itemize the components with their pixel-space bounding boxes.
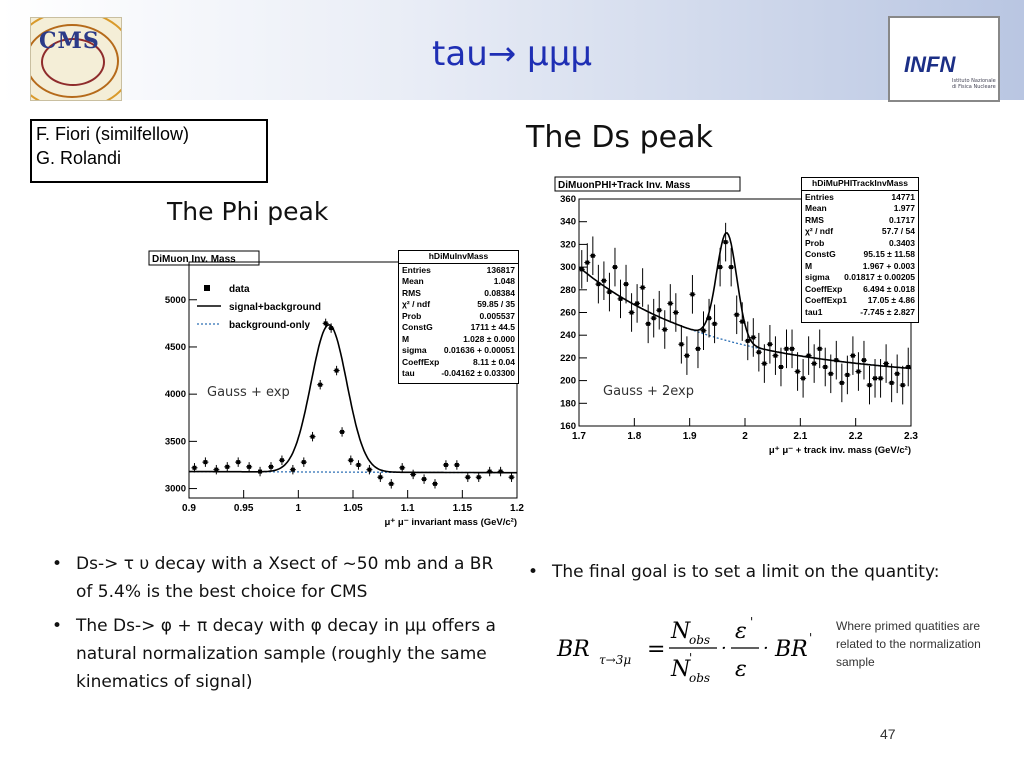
stats-key: Mean bbox=[805, 203, 827, 213]
data-point bbox=[192, 466, 196, 470]
y-tick-label: 300 bbox=[560, 262, 576, 274]
stats-key: RMS bbox=[805, 214, 824, 225]
formula-prime: ' bbox=[750, 615, 754, 629]
formula-prime: ' bbox=[689, 651, 693, 665]
formula-n-obs-sub: obs bbox=[689, 633, 711, 647]
data-point bbox=[679, 342, 683, 346]
data-point bbox=[641, 286, 645, 290]
data-point bbox=[834, 358, 838, 362]
data-point bbox=[203, 460, 207, 464]
legend-data-marker bbox=[204, 285, 210, 291]
stats-value: 8.11 ± 0.04 bbox=[472, 356, 515, 367]
data-point bbox=[735, 313, 739, 317]
stats-value: 57.7 / 54 bbox=[881, 226, 915, 236]
data-point bbox=[356, 463, 360, 467]
ds-peak-caption: The Ds peak bbox=[526, 120, 713, 155]
data-point bbox=[890, 381, 894, 385]
formula-eps: ε bbox=[735, 657, 747, 682]
legend-label: signal+background bbox=[229, 302, 321, 313]
data-point bbox=[444, 463, 448, 467]
data-point bbox=[596, 282, 600, 286]
data-point bbox=[585, 261, 589, 265]
formula-br-sub: τ→3μ bbox=[599, 653, 632, 667]
data-point bbox=[879, 376, 883, 380]
formula-n-obs-norm-sub: obs bbox=[689, 671, 711, 685]
stats-row bbox=[805, 203, 915, 215]
data-point bbox=[318, 383, 322, 387]
stats-row bbox=[805, 295, 915, 307]
y-tick-label: 260 bbox=[560, 307, 576, 319]
data-point bbox=[591, 254, 595, 258]
stats-key: Entries bbox=[805, 191, 834, 202]
stats-key: Prob bbox=[402, 310, 422, 321]
data-point bbox=[607, 290, 611, 294]
stats-value: 95.15 ± 11.58 bbox=[863, 249, 915, 259]
data-point bbox=[901, 383, 905, 387]
y-tick-label: 160 bbox=[560, 421, 576, 432]
y-tick-label: 240 bbox=[560, 330, 576, 342]
data-point bbox=[630, 311, 634, 315]
data-point bbox=[646, 322, 650, 326]
stats-row bbox=[805, 284, 915, 296]
y-tick-label: 180 bbox=[560, 398, 576, 410]
data-point bbox=[214, 468, 218, 472]
data-point bbox=[696, 347, 700, 351]
data-point bbox=[751, 335, 755, 339]
stats-row bbox=[805, 272, 915, 284]
stats-value: 0.01817 ± 0.00205 bbox=[844, 272, 915, 282]
stats-value: 59.85 / 35 bbox=[477, 299, 515, 309]
stats-key: ConstG bbox=[402, 322, 433, 332]
data-point bbox=[411, 472, 415, 476]
stats-row bbox=[402, 311, 515, 323]
stats-row bbox=[402, 357, 515, 369]
stats-value: 136817 bbox=[486, 264, 515, 275]
stats-row bbox=[805, 192, 915, 204]
data-point bbox=[652, 316, 656, 320]
data-point bbox=[324, 321, 328, 325]
stats-value: -7.745 ± 2.827 bbox=[860, 306, 915, 317]
x-axis-label: μ⁺ μ⁻ invariant mass (GeV/c²) bbox=[384, 517, 517, 528]
data-point bbox=[389, 482, 393, 486]
data-point bbox=[488, 470, 492, 474]
data-point bbox=[311, 435, 315, 439]
data-point bbox=[812, 362, 816, 366]
data-point bbox=[757, 350, 761, 354]
stats-key: tau bbox=[402, 368, 415, 378]
data-point bbox=[602, 279, 606, 283]
stats-row bbox=[805, 238, 915, 250]
data-point bbox=[851, 354, 855, 358]
stats-value: 0.3403 bbox=[889, 237, 915, 248]
stats-value: 1.977 bbox=[893, 203, 915, 213]
data-point bbox=[225, 465, 229, 469]
br-formula bbox=[555, 610, 825, 694]
y-tick-label: 3000 bbox=[164, 483, 186, 495]
data-point bbox=[856, 370, 860, 374]
stats-value: 0.005537 bbox=[479, 310, 515, 321]
stats-title: hDiMuInvMass bbox=[399, 251, 518, 264]
left-bullets bbox=[50, 550, 510, 696]
data-point bbox=[785, 347, 789, 351]
data-point bbox=[378, 475, 382, 479]
stats-value: 14771 bbox=[891, 191, 915, 202]
data-point bbox=[840, 381, 844, 385]
stats-row bbox=[402, 322, 515, 334]
data-point bbox=[740, 320, 744, 324]
y-tick-label: 4500 bbox=[164, 341, 186, 353]
data-point bbox=[635, 301, 639, 305]
y-tick-label: 340 bbox=[560, 216, 576, 228]
data-point bbox=[455, 463, 459, 467]
stats-row bbox=[402, 265, 515, 277]
x-tick-label: 1.1 bbox=[400, 503, 415, 514]
data-point bbox=[335, 369, 339, 373]
formula-eps-norm: ε bbox=[735, 619, 747, 644]
formula-n-obs-norm: N bbox=[671, 657, 691, 682]
data-point bbox=[807, 354, 811, 358]
data-point bbox=[340, 430, 344, 434]
data-point bbox=[724, 240, 728, 244]
x-tick-label: 1.8 bbox=[627, 431, 642, 442]
stats-value: -0.04162 ± 0.03300 bbox=[441, 368, 515, 378]
author-box bbox=[30, 119, 268, 183]
data-point bbox=[657, 308, 661, 312]
stats-key: Mean bbox=[402, 276, 424, 286]
data-point bbox=[510, 475, 514, 479]
plot-title: DiMuon Inv. Mass bbox=[152, 254, 236, 265]
stats-value: 0.1717 bbox=[889, 214, 915, 225]
formula-br-norm: BR bbox=[775, 637, 808, 662]
x-tick-label: 1.9 bbox=[682, 431, 697, 442]
data-point bbox=[818, 347, 822, 351]
x-tick-label: 1.2 bbox=[510, 503, 524, 514]
br-formula-svg bbox=[555, 610, 825, 690]
data-point bbox=[823, 365, 827, 369]
data-point bbox=[477, 475, 481, 479]
stats-value: 0.01636 + 0.00051 bbox=[443, 345, 515, 355]
stats-row bbox=[402, 334, 515, 346]
formula-br: BR bbox=[557, 637, 590, 662]
data-point bbox=[291, 468, 295, 472]
stats-key: M bbox=[402, 333, 410, 344]
y-tick-label: 200 bbox=[560, 375, 576, 387]
x-tick-label: 2.3 bbox=[904, 431, 918, 442]
right-bullets bbox=[526, 558, 986, 586]
data-point bbox=[862, 358, 866, 362]
stats-key: CoeffExp bbox=[402, 356, 440, 367]
stats-row bbox=[402, 368, 515, 380]
data-point bbox=[801, 376, 805, 380]
stats-key: ConstG bbox=[805, 249, 836, 259]
cms-logo-text: CMS bbox=[39, 28, 100, 54]
infn-logo-subtext: Istituto Nazionale di Fisica Nucleare bbox=[952, 78, 996, 90]
data-point bbox=[663, 328, 667, 332]
data-point bbox=[619, 297, 623, 301]
data-point bbox=[247, 465, 251, 469]
data-point bbox=[302, 460, 306, 464]
data-point bbox=[466, 475, 470, 479]
formula-dot: · bbox=[721, 638, 727, 659]
stats-row bbox=[805, 215, 915, 227]
data-point bbox=[873, 376, 877, 380]
infn-logo-text: INFN bbox=[904, 52, 956, 77]
stats-key: CoeffExp bbox=[805, 283, 843, 294]
data-point bbox=[613, 265, 617, 269]
legend-label: background-only bbox=[229, 320, 311, 331]
data-point bbox=[668, 301, 672, 305]
stats-title: hDiMuPHITrackInvMass bbox=[802, 178, 918, 191]
stats-row bbox=[402, 299, 515, 311]
author-name: F. Fiori (similfellow) bbox=[36, 124, 189, 144]
data-point bbox=[713, 322, 717, 326]
x-tick-label: 1.15 bbox=[452, 503, 473, 514]
data-point bbox=[685, 354, 689, 358]
y-tick-label: 360 bbox=[560, 194, 576, 205]
bullet-item: • The Ds-> φ + π decay with φ decay in μμ offers a natural normalization sample (roughly the same kinematics of signal) bbox=[50, 612, 510, 696]
bullet-item: • The final goal is to set a limit on the quantity: bbox=[526, 558, 986, 586]
infn-logo bbox=[888, 16, 1000, 102]
bullet-item: • Ds-> τ υ decay with a Xsect of ~50 mb and a BR of 5.4% is the best choice for CMS bbox=[50, 550, 510, 606]
data-point bbox=[895, 372, 899, 376]
data-point bbox=[868, 383, 872, 387]
data-point bbox=[422, 477, 426, 481]
stats-value: 1.048 bbox=[493, 276, 515, 286]
fit-model-annotation: Gauss + exp bbox=[207, 385, 290, 400]
data-point bbox=[746, 339, 750, 343]
stats-value: 17.05 ± 4.86 bbox=[867, 295, 915, 305]
data-point bbox=[702, 329, 706, 333]
stats-row bbox=[402, 345, 515, 357]
data-point bbox=[624, 282, 628, 286]
x-tick-label: 0.95 bbox=[233, 503, 254, 514]
x-tick-label: 2 bbox=[742, 431, 748, 442]
data-point bbox=[280, 458, 284, 462]
data-point bbox=[349, 458, 353, 462]
y-tick-label: 4000 bbox=[164, 389, 186, 401]
data-point bbox=[790, 347, 794, 351]
x-tick-label: 1.7 bbox=[572, 431, 586, 442]
stats-key: sigma bbox=[805, 272, 830, 282]
stats-key: CoeffExp1 bbox=[805, 295, 848, 305]
primed-note: Where primed quatities are related to the normalization sample bbox=[836, 619, 981, 669]
stats-row bbox=[402, 276, 515, 288]
x-tick-label: 2.1 bbox=[793, 431, 808, 442]
formula-equals: = bbox=[647, 637, 666, 662]
data-point bbox=[768, 342, 772, 346]
data-point bbox=[762, 362, 766, 366]
data-point bbox=[718, 265, 722, 269]
stats-row bbox=[805, 307, 915, 319]
data-point bbox=[779, 365, 783, 369]
data-point bbox=[580, 267, 584, 271]
data-point bbox=[367, 468, 371, 472]
stats-key: RMS bbox=[402, 287, 421, 298]
data-point bbox=[329, 326, 333, 330]
plot-title: DiMuonPHI+Track Inv. Mass bbox=[558, 180, 691, 191]
stats-key: M bbox=[805, 260, 813, 271]
page-number: 47 bbox=[880, 726, 896, 742]
phi-stats-box bbox=[398, 250, 519, 384]
x-axis-label: μ⁺ μ⁻ + track inv. mass (GeV/c²) bbox=[768, 445, 911, 456]
stats-key: Prob bbox=[805, 237, 825, 248]
y-tick-label: 3500 bbox=[164, 436, 186, 448]
data-point bbox=[729, 265, 733, 269]
y-tick-label: 280 bbox=[560, 284, 576, 296]
stats-key: χ² / ndf bbox=[805, 226, 834, 236]
stats-row bbox=[805, 226, 915, 238]
x-tick-label: 2.2 bbox=[848, 431, 863, 442]
stats-row bbox=[805, 249, 915, 261]
data-point bbox=[433, 482, 437, 486]
slide-title: tau→ μμμ bbox=[432, 34, 592, 74]
stats-value: 0.08384 bbox=[484, 287, 515, 298]
data-point bbox=[236, 460, 240, 464]
data-point bbox=[690, 292, 694, 296]
fit-model-annotation: Gauss + 2exp bbox=[603, 384, 694, 399]
data-point bbox=[796, 370, 800, 374]
y-tick-label: 320 bbox=[560, 239, 576, 251]
x-tick-label: 0.9 bbox=[182, 503, 196, 514]
data-point bbox=[400, 466, 404, 470]
data-point bbox=[773, 354, 777, 358]
data-point bbox=[906, 365, 910, 369]
stats-key: Entries bbox=[402, 264, 431, 275]
stats-key: tau1 bbox=[805, 306, 823, 317]
stats-value: 1.967 + 0.003 bbox=[862, 260, 915, 271]
data-point bbox=[269, 465, 273, 469]
formula-prime: ' bbox=[809, 631, 813, 645]
x-tick-label: 1.05 bbox=[343, 503, 363, 514]
author-name: G. Rolandi bbox=[36, 148, 122, 168]
stats-value: 1711 ± 44.5 bbox=[470, 322, 515, 332]
data-point bbox=[674, 311, 678, 315]
stats-key: sigma bbox=[402, 345, 427, 355]
stats-row bbox=[402, 288, 515, 300]
ds-stats-box bbox=[801, 177, 919, 323]
y-tick-label: 5000 bbox=[164, 294, 186, 306]
stats-key: χ² / ndf bbox=[402, 299, 431, 309]
stats-row bbox=[805, 261, 915, 273]
data-point bbox=[258, 470, 262, 474]
formula-n-obs: N bbox=[671, 619, 691, 644]
data-point bbox=[829, 372, 833, 376]
legend-label: data bbox=[229, 284, 250, 295]
data-point bbox=[707, 316, 711, 320]
data-point bbox=[499, 470, 503, 474]
stats-value: 6.494 ± 0.018 bbox=[863, 283, 915, 294]
data-point bbox=[845, 373, 849, 377]
x-tick-label: 1 bbox=[295, 503, 302, 514]
stats-value: 1.028 ± 0.000 bbox=[463, 333, 515, 344]
phi-peak-caption: The Phi peak bbox=[167, 197, 329, 226]
data-point bbox=[884, 362, 888, 366]
y-tick-label: 220 bbox=[560, 352, 576, 364]
formula-dot: · bbox=[763, 638, 769, 659]
